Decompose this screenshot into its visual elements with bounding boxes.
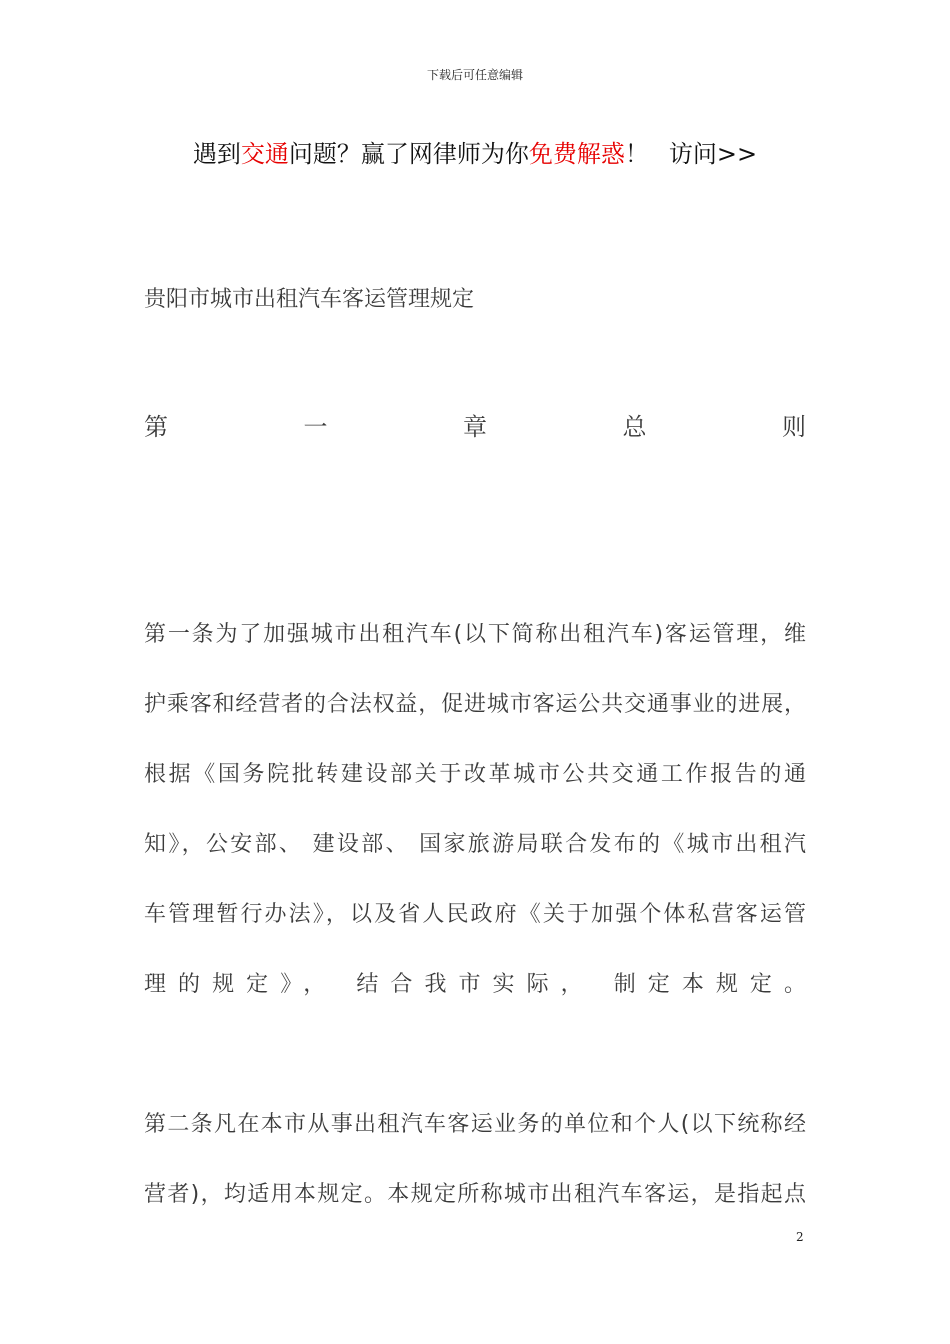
article-1-line: 知》，公安部、 建设部、 国家旅游局联合发布的《城市出租汽 xyxy=(144,832,806,857)
ad-text-highlight-free: 免费解惑 xyxy=(528,140,625,168)
chapter-heading xyxy=(144,407,806,442)
ad-banner-link[interactable] xyxy=(0,134,950,169)
chapter-char: 总 xyxy=(622,413,647,441)
article-1 xyxy=(144,620,806,1040)
ad-text-1: 遇到 xyxy=(192,140,241,168)
article-1-line: 第一条为了加强城市出租汽车(以下简称出租汽车)客运管理，维 xyxy=(144,622,806,647)
article-2 xyxy=(144,1110,806,1250)
article-1-line: 理的规定》， 结合我市实际， 制定本规定。 xyxy=(144,972,806,997)
ad-text-highlight-traffic: 交通 xyxy=(240,140,289,168)
article-2-line: 营者)，均适用本规定。本规定所称城市出租汽车客运，是指起点 xyxy=(144,1182,806,1207)
article-1-line: 根据《国务院批转建设部关于改革城市公共交通工作报告的通 xyxy=(144,762,806,787)
article-1-line: 车管理暂行办法》，以及省人民政府《关于加强个体私营客运管 xyxy=(144,902,806,927)
page-number: 2 xyxy=(796,1230,804,1244)
chapter-char: 则 xyxy=(782,413,806,441)
chapter-char: 第 xyxy=(144,413,168,441)
ad-text-3: ！ xyxy=(624,140,649,168)
document-title: 贵阳市城市出租汽车客运管理规定 xyxy=(144,287,475,312)
chapter-char: 章 xyxy=(463,413,487,441)
header-note: 下载后可任意编辑 xyxy=(426,68,523,82)
article-2-line: 第二条凡在本市从事出租汽车客运业务的单位和个人(以下统称经 xyxy=(144,1112,806,1137)
article-1-line: 护乘客和经营者的合法权益，促进城市客运公共交通事业的进展， xyxy=(144,692,806,717)
ad-visit-link[interactable]: 访问>> xyxy=(668,140,758,168)
ad-text-2: 问题？赢了网律师为你 xyxy=(288,140,529,168)
chapter-char: 一 xyxy=(303,413,328,441)
